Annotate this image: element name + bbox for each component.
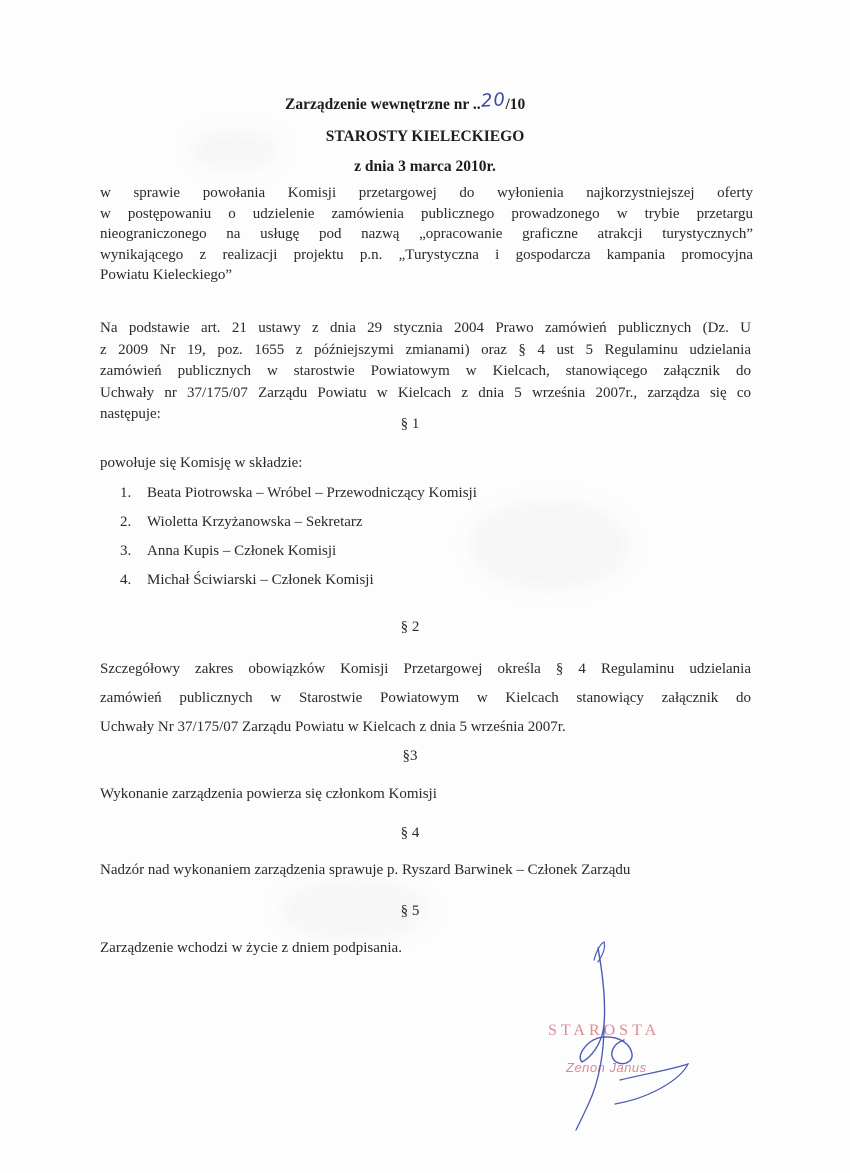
list-number: 2. (120, 514, 132, 530)
list-item (120, 484, 477, 513)
stamp-title: STAROSTA (548, 1022, 661, 1039)
section-3-heading: §3 (402, 748, 418, 764)
section-3-text: Wykonanie zarządzenia powierza się członkom Komisji (100, 786, 437, 802)
stamp-name: Zenon Janus (566, 1060, 647, 1075)
section-4-text: Nadzór nad wykonaniem zarządzenia sprawuje p. Ryszard Barwinek – Członek Zarządu (100, 862, 631, 878)
duties-line: zamówień publicznych w Starostwie Powiatowym w Kielcach stanowiący załącznik do (100, 690, 751, 706)
title-prefix: Zarządzenie wewnętrzne nr . (285, 96, 477, 113)
scan-smudge (470, 500, 630, 590)
handwritten-signature (520, 930, 720, 1140)
basis-line: Uchwały nr 37/175/07 Zarządu Powiatu w Kielcach z dnia 5 września 2007r., zarządza się co (100, 384, 751, 401)
section-2-paragraph (100, 655, 751, 742)
duties-line: Uchwały Nr 37/175/07 Zarządu Powiatu w Kielcach z dnia 5 września 2007r. (100, 719, 566, 735)
member-text: Anna Kupis – Członek Komisji (147, 543, 337, 559)
member-text: Michał Ściwiarski – Członek Komisji (147, 572, 374, 588)
section-5-text: Zarządzenie wchodzi w życie z dniem podpisania. (100, 940, 402, 956)
committee-member-list (120, 484, 477, 600)
member-text: Beata Piotrowska – Wróbel – Przewodniczący Komisji (147, 485, 477, 501)
subject-line: w postępowaniu o udzielenie zamówienia publicznego prowadzonego w trybie przetargu (100, 205, 753, 222)
list-number: 1. (120, 485, 132, 501)
basis-line: z 2009 Nr 19, poz. 1655 z późniejszymi zmianami) oraz § 4 ust 5 Regulaminu udzielania (100, 341, 751, 358)
subject-paragraph (100, 183, 753, 286)
subject-line: w sprawie powołania Komisji przetargowej do wyłonienia najkorzystniejszej oferty (100, 185, 753, 201)
list-item (120, 542, 477, 571)
duties-line: Szczegółowy zakres obowiązków Komisji Przetargowej określa § 4 Regulaminu udzielania (100, 661, 751, 677)
list-item (120, 513, 477, 542)
legal-basis-paragraph (100, 318, 751, 426)
title-suffix: /10 (505, 96, 526, 113)
subject-line: wynikającego z realizacji projektu p.n. „Turystyczna i gospodarcza kampania promocyjna (100, 246, 753, 263)
section-1-intro: powołuje się Komisję w składzie: (100, 455, 303, 471)
basis-line: Na podstawie art. 21 ustawy z dnia 29 stycznia 2004 Prawo zamówień publicznych (Dz. U (100, 320, 751, 336)
list-number: 3. (120, 543, 132, 559)
title-dots: . (476, 96, 481, 113)
basis-line: zamówień publicznych w starostwie Powiatowym w Kielcach, stanowiącego załącznik do (100, 363, 751, 379)
subject-line: Powiatu Kieleckiego” (100, 267, 233, 283)
section-4-heading: § 4 (400, 825, 420, 841)
handwritten-number: 20 (479, 89, 507, 112)
list-item (120, 571, 477, 600)
basis-line: następuje: (100, 406, 161, 422)
section-5-heading: § 5 (400, 903, 420, 919)
section-2-heading: § 2 (400, 619, 420, 635)
list-number: 4. (120, 572, 132, 588)
document-date: z dnia 3 marca 2010r. (354, 158, 496, 175)
member-text: Wioletta Krzyżanowska – Sekretarz (147, 514, 363, 530)
section-1-heading: § 1 (400, 416, 420, 432)
issuer-heading: STAROSTY KIELECKIEGO (325, 128, 525, 145)
subject-line: nieograniczonego na usługę pod nazwą „opracowanie graficzne atrakcji turystycznych” (100, 226, 753, 242)
